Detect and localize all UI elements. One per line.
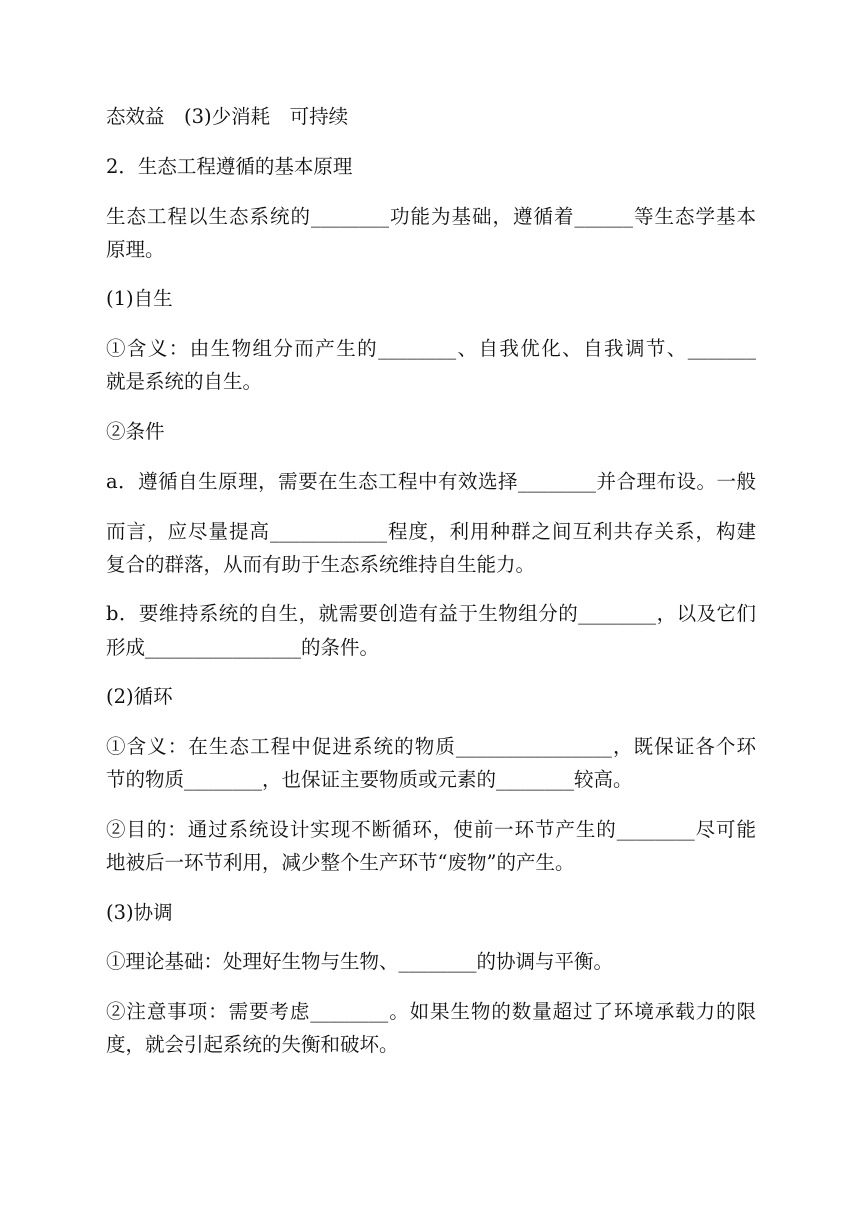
text-line: 就是系统的自生。 bbox=[106, 370, 263, 393]
text-line: ①含义：在生态工程中促进系统的物质________________，既保证各个环 bbox=[106, 735, 756, 758]
text-line: a．遵循自生原理，需要在生态工程中有效选择________并合理布设。一般 bbox=[106, 470, 756, 493]
section-heading: 2．生态工程遵循的基本原理 bbox=[106, 155, 353, 178]
text-line: 生态工程以生态系统的________功能为基础，遵循着______等生态学基本 bbox=[106, 205, 756, 228]
text-line: 复合的群落，从而有助于生态系统维持自生能力。 bbox=[106, 553, 536, 576]
text-line: ②注意事项：需要考虑________。如果生物的数量超过了环境承载力的限 bbox=[106, 1000, 756, 1023]
text-line: ①含义：由生物组分而产生的________、自我优化、自我调节、_______ bbox=[106, 337, 756, 360]
text-line: ①理论基础：处理好生物与生物、________的协调与平衡。 bbox=[106, 950, 614, 973]
text-line: 度，就会引起系统的失衡和破坏。 bbox=[106, 1033, 399, 1056]
text-line: 态效益 (3)少消耗 可持续 bbox=[106, 105, 349, 128]
subsection-heading: (2)循环 bbox=[106, 685, 173, 708]
text-line: 节的物质________，也保证主要物质或元素的________较高。 bbox=[106, 768, 633, 791]
subsection-heading: (1)自生 bbox=[106, 287, 173, 310]
text-line: 形成________________的条件。 bbox=[106, 636, 380, 659]
text-line: 地被后一环节利用，减少整个生产环节“废物”的产生。 bbox=[106, 851, 575, 874]
subsection-heading: (3)协调 bbox=[106, 901, 173, 924]
text-line: 原理。 bbox=[106, 238, 165, 261]
text-line: 而言，应尽量提高____________程度，利用种群之间互利共存关系，构建 bbox=[106, 520, 756, 543]
item-heading: ②条件 bbox=[106, 420, 165, 443]
text-line: b．要维持系统的自生，就需要创造有益于生物组分的________，以及它们 bbox=[106, 602, 756, 625]
text-line: ②目的：通过系统设计实现不断循环，使前一环节产生的________尽可能 bbox=[106, 818, 756, 841]
